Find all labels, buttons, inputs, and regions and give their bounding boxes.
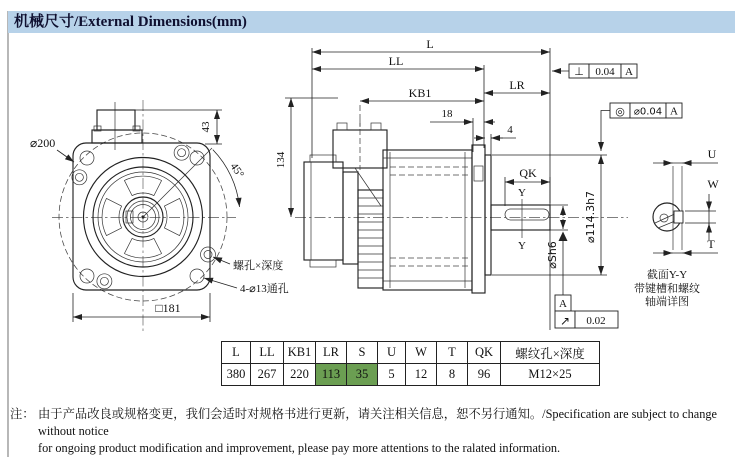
gdt-datum-runout <box>555 295 618 328</box>
side-connector <box>333 120 387 206</box>
header-cell: S <box>347 342 378 364</box>
concentricity-datum: A <box>670 105 678 118</box>
dim-134 <box>275 98 338 217</box>
footnote <box>10 406 747 457</box>
dim-shaft-dia <box>546 205 568 295</box>
section-yy-view <box>634 147 719 308</box>
dim-square181 <box>73 293 210 322</box>
dim-U <box>653 147 718 163</box>
dimension-table <box>221 341 600 386</box>
dim-LR-label: LR <box>509 78 525 92</box>
dim-T <box>653 237 718 253</box>
key-section <box>674 211 683 223</box>
encoder-housing <box>304 155 343 267</box>
datum-flag-label: A <box>559 298 567 310</box>
section-caption-1: 截面Y-Y <box>646 269 688 281</box>
dim-43-label: 43 <box>200 121 212 133</box>
thread-hole-text: 螺孔×深度 <box>233 260 284 272</box>
front-view <box>30 100 289 332</box>
runout-symbol: ↗ <box>559 314 571 328</box>
value-cell: 12 <box>406 364 437 386</box>
dim-134-label: 134 <box>275 151 287 169</box>
section-caption-2: 带键槽和螺纹 <box>634 283 700 295</box>
housing-step <box>343 172 358 264</box>
header-cell: KB1 <box>284 342 316 364</box>
page-title: 机械尺寸/External Dimensions(mm) <box>14 14 247 30</box>
footnote-prefix: 注： <box>10 407 35 421</box>
section-caption-3: 轴端详图 <box>645 296 689 308</box>
dim-U-label: U <box>707 147 717 161</box>
square181-label: □181 <box>155 301 181 315</box>
value-cell: 96 <box>468 364 501 386</box>
cooling-fins <box>358 190 383 288</box>
gdt-concentricity <box>601 103 682 151</box>
value-cell-highlighted: 113 <box>316 364 347 386</box>
label-thread-hole <box>213 257 283 272</box>
dim-dia200 <box>30 136 74 162</box>
dim-18-label: 18 <box>441 108 453 120</box>
motor-body <box>383 150 472 290</box>
gdt-perpendicularity <box>552 64 637 78</box>
perp-tolerance: 0.04 <box>595 66 615 78</box>
dia200-label: ⌀200 <box>30 136 56 150</box>
header-cell: LR <box>316 342 347 364</box>
value-cell-highlighted: 35 <box>347 364 378 386</box>
dim-LL-label: LL <box>388 54 404 68</box>
concentricity-symbol: ◎ <box>615 105 625 118</box>
section-mark-top: Y <box>518 187 526 199</box>
concentricity-tolerance: ⌀0.04 <box>633 106 663 118</box>
flange-and-shaft <box>472 145 550 293</box>
perp-symbol: ⊥ <box>574 65 584 78</box>
dim-QK-label: QK <box>519 166 537 180</box>
value-cell: 8 <box>437 364 468 386</box>
through-hole-text: 4-⌀13通孔 <box>240 283 289 295</box>
header-cell: U <box>378 342 406 364</box>
section-mark-bottom: Y <box>518 240 526 252</box>
front-connector <box>92 110 142 143</box>
dim-KB1 <box>360 86 484 127</box>
runout-tolerance: 0.02 <box>586 315 606 327</box>
dim-LR <box>484 78 550 93</box>
header-cell: QK <box>468 342 501 364</box>
footnote-line-2: for ongoing product modification and improvement, please pay more attentions to the ralated information. <box>38 441 561 455</box>
dim-W <box>685 177 719 240</box>
dim-KB1-label: KB1 <box>408 86 432 100</box>
perp-datum: A <box>625 66 633 78</box>
table-header-row <box>222 342 600 364</box>
dim-43 <box>135 110 222 144</box>
header-cell: LL <box>251 342 284 364</box>
shaft-keyway <box>505 209 549 220</box>
label-through-hole <box>204 278 289 295</box>
section-cut-marks <box>518 187 526 252</box>
angle-label: 45° <box>227 160 247 181</box>
table-value-row <box>222 364 600 386</box>
datum-triangle <box>559 232 568 242</box>
dim-W-label: W <box>707 177 719 191</box>
dim-QK <box>505 166 550 206</box>
header-cell: W <box>406 342 437 364</box>
header-cell: T <box>437 342 468 364</box>
side-view <box>275 37 682 330</box>
dim-T-label: T <box>707 237 715 251</box>
spigot-dia-label: ⌀114.3h7 <box>584 190 597 244</box>
value-cell: 267 <box>251 364 284 386</box>
header-bar <box>8 11 735 33</box>
value-cell: M12×25 <box>501 364 600 386</box>
value-cell: 220 <box>284 364 316 386</box>
dim-45deg <box>143 148 246 217</box>
shaft-dia-label: ⌀Sh6 <box>546 241 559 269</box>
dim-4-label: 4 <box>507 124 513 136</box>
footnote-line-1: 由于产品改良或规格变更，我们会适时对规格书进行更新，请关注相关信息，恕不另行通知。/Specification are subject to change without notice <box>38 407 717 438</box>
header-cell: L <box>222 342 251 364</box>
header-cell: 螺纹孔×深度 <box>501 342 600 364</box>
value-cell: 5 <box>378 364 406 386</box>
value-cell: 380 <box>222 364 251 386</box>
dim-4 <box>474 124 516 158</box>
dim-L-label: L <box>426 37 434 51</box>
